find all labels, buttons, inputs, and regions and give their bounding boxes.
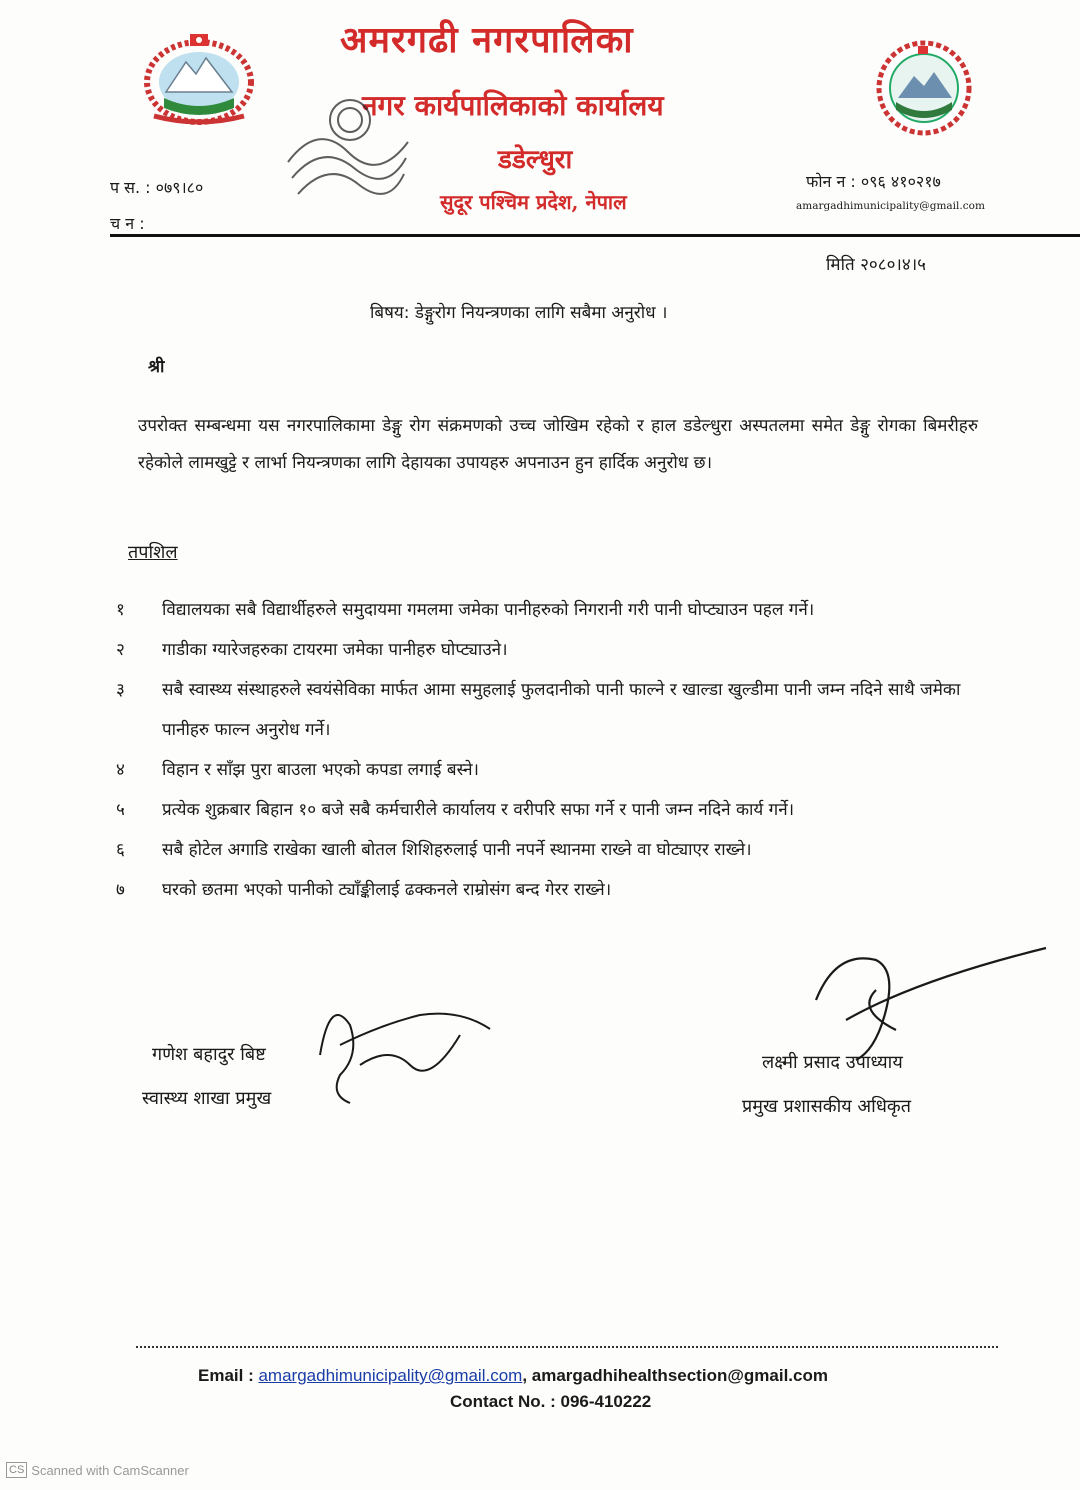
letter-date: मिति २०८०।४।५ [826, 255, 926, 275]
list-item-number: १ [116, 600, 125, 620]
list-item-number: ७ [116, 880, 125, 900]
left-signatory-name: गणेश बहादुर बिष्ट [152, 1044, 266, 1065]
list-item-number: ५ [116, 800, 125, 820]
list-item-text: विद्यालयका सबै विद्यार्थीहरुले समुदायमा गमलमा जमेका पानीहरुको निगरानी गरी पानी घोप्ट्याउन पहल गर्ने। [162, 600, 815, 620]
scanner-watermark-text: Scanned with CamScanner [31, 1462, 189, 1478]
salutation: श्री [148, 357, 165, 377]
footer-email-link[interactable]: amargadhimunicipality@gmail.com [258, 1366, 523, 1385]
list-item-text: घरको छतमा भएको पानीको ट्याँङ्कीलाई ढक्कनले राम्रोसंग बन्द गेरर राख्ने। [162, 880, 612, 900]
camscanner-icon: CS [6, 1462, 27, 1478]
district-name: डडेल्धुरा [498, 145, 573, 175]
list-heading: तपशिल [128, 542, 178, 563]
list-item [116, 750, 996, 790]
footer-email-separator: , [522, 1366, 532, 1385]
office-stamp-icon [278, 92, 418, 210]
list-item-text: विहान र साँझ पुरा बाउला भएको कपडा लगाई बस्ने। [162, 760, 479, 780]
list-item [116, 630, 996, 670]
footer-divider [136, 1346, 998, 1348]
province-name: सुदूर पश्चिम प्रदेश, नेपाल [440, 190, 627, 214]
handwritten-signature-left [300, 985, 500, 1115]
list-item [116, 590, 996, 630]
list-item [116, 670, 996, 750]
list-item-number: ३ [116, 680, 125, 700]
right-signatory-title: प्रमुख प्रशासकीय अधिकृत [742, 1096, 911, 1117]
right-signatory-name: लक्ष्मी प्रसाद उपाध्याय [762, 1052, 903, 1073]
header-divider [110, 234, 1080, 237]
list-item-text: प्रत्येक शुक्रबार बिहान १० बजे सबै कर्मचारीले कार्यालय र वरीपरि सफा गर्ने र पानी जम्न नदिने कार्य गर्ने। [162, 800, 795, 820]
footer-email-label: Email : [198, 1366, 259, 1385]
office-name: नगर कार्यपालिकाको कार्यालय [362, 89, 664, 122]
list-item [116, 870, 996, 910]
nepal-coat-of-arms-icon [138, 28, 260, 128]
header-email: amargadhimunicipality@gmail.com [796, 200, 985, 212]
phone-number: फोन न : ०९६ ४१०२१७ [806, 172, 941, 191]
footer-email-line [198, 1366, 958, 1386]
letter-subject: बिषय: डेङ्गुरोग नियन्त्रणका लागि सबैमा अनुरोध । [370, 303, 668, 323]
org-name: अमरगढी नगरपालिका [340, 19, 634, 61]
list-item-number: २ [116, 640, 125, 660]
list-item [116, 790, 996, 830]
list-item [116, 830, 996, 870]
list-item-number: ६ [116, 840, 125, 860]
dispatch-number: च न : [110, 214, 145, 233]
list-item-number: ४ [116, 760, 125, 780]
municipality-logo-icon [876, 40, 972, 136]
list-item-text: सबै स्वास्थ्य संस्थाहरुले स्वयंसेविका मार्फत आमा समुहलाई फुलदानीको पानी फाल्ने र खाल्डा खुल्डीमा पानी जम्न नदिने साथै जमेका पानीहरु फाल्न अनुरोध गर्ने। [162, 680, 961, 740]
instruction-list [116, 590, 996, 910]
scanner-watermark [6, 1462, 189, 1478]
footer-email-health: amargadhihealthsection@gmail.com [531, 1366, 828, 1385]
list-item-text: गाडीका ग्यारेजहरुका टायरमा जमेका पानीहरु घोप्ट्याउने। [162, 640, 508, 660]
list-item-text: सबै होटेल अगाडि राखेका खाली बोतल शिशिहरुलाई पानी नपर्ने स्थानमा राख्ने वा घोट्याएर राख्ने। [162, 840, 752, 860]
left-signatory-title: स्वास्थ्य शाखा प्रमुख [142, 1088, 272, 1109]
reference-number: प स. : ०७९।८० [110, 178, 204, 197]
footer-contact: Contact No. : 096-410222 [450, 1392, 652, 1411]
body-paragraph: उपरोक्त सम्बन्धमा यस नगरपालिकामा डेङ्गु रोग संक्रमणको उच्च जोखिम रहेको र हाल डडेल्धुरा अस्पतलमा समेत डेङ्गु रोगका बिमरीहरु रहेकोले लामखुट्टे र लार्भा नियन्त्रणका लागि देहायका उपायहरु अपनाउन हुन हार्दिक अनुरोध छ। [138, 416, 978, 473]
